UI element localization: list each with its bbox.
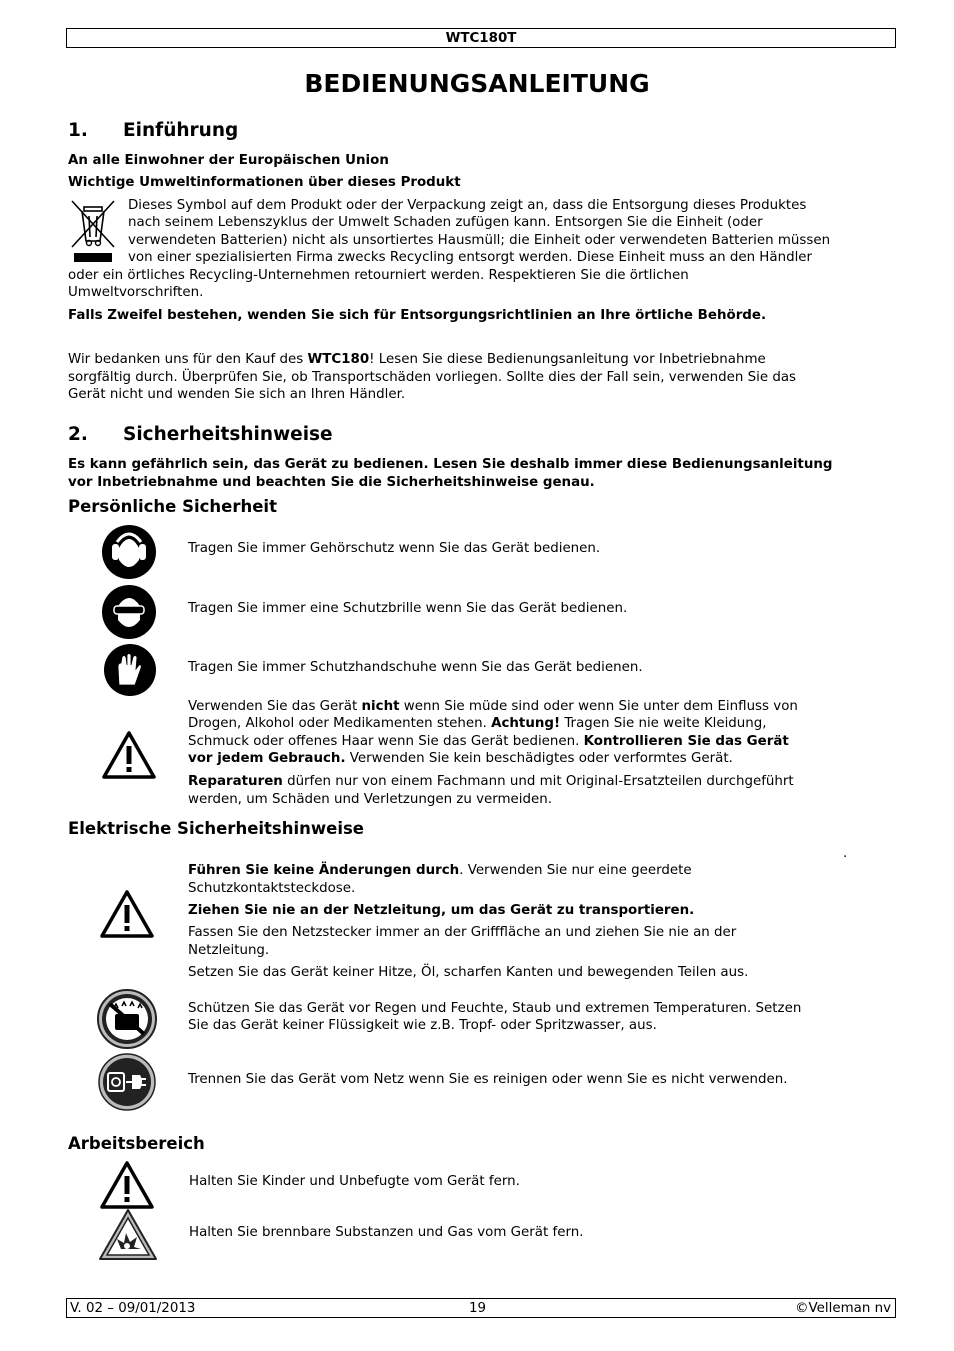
electrical-line: Schutzkontaktsteckdose.	[188, 881, 356, 896]
repairs-line: Reparaturen dürfen nur von einem Fachmann und mit Original-Ersatzteilen durchgeführt	[188, 774, 794, 789]
weee-text-line: Dieses Symbol auf dem Produkt oder der Verpackung zeigt an, dass die Entsorgung dieses Produktes	[128, 198, 807, 213]
section-number: 1.	[68, 120, 88, 141]
stray-dot: .	[843, 846, 848, 861]
warning-triangle-icon	[101, 730, 157, 780]
unplug-text: Trennen Sie das Gerät vom Netz wenn Sie es reinigen oder wenn Sie es nicht verwenden.	[188, 1072, 788, 1087]
warning-triangle-icon	[99, 889, 155, 939]
personal-warning-line: Drogen, Alkohol oder Medikamenten stehen. Achtung! Tragen Sie nie weite Kleidung,	[188, 716, 767, 731]
children-text: Halten Sie Kinder und Unbefugte vom Gerät fern.	[189, 1174, 520, 1189]
section-title: Einführung	[123, 120, 239, 141]
product-model: WTC180	[307, 352, 370, 367]
weee-text-line: Umweltvorschriften.	[68, 285, 204, 300]
page-title: BEDIENUNGSANLEITUNG	[304, 69, 650, 98]
electrical-line: Netzleitung.	[188, 943, 270, 958]
subheading-personal-safety: Persönliche Sicherheit	[68, 497, 277, 516]
section-number: 2.	[68, 424, 88, 445]
explosive-warning-icon	[97, 1207, 159, 1263]
unplug-icon	[98, 1053, 156, 1111]
header-model: WTC180T	[66, 28, 896, 48]
electrical-line: Führen Sie keine Änderungen durch. Verwenden Sie nur eine geerdete	[188, 863, 692, 878]
section-title: Sicherheitshinweise	[123, 424, 333, 445]
weee-crossed-bin-icon	[70, 197, 116, 265]
ear-protection-icon	[101, 524, 157, 580]
moisture-text-line: Schützen Sie das Gerät vor Regen und Feuchte, Staub und extremen Temperaturen. Setzen	[188, 1001, 802, 1016]
personal-warning-line: vor jedem Gebrauch. Verwenden Sie kein beschädigtes oder verformtes Gerät.	[188, 751, 733, 766]
electrical-line: Fassen Sie den Netzstecker immer an der Grifffläche an und ziehen Sie nie an der	[188, 925, 737, 940]
no-moisture-icon	[96, 988, 158, 1050]
footer-page-number: 19	[469, 1301, 487, 1316]
thanks-line: sorgfältig durch. Überprüfen Sie, ob Transportschäden vorliegen. Sollte dies der Fall sein, verwenden Sie das	[68, 370, 797, 385]
electrical-line: Setzen Sie das Gerät keiner Hitze, Öl, scharfen Kanten und bewegenden Teilen aus.	[188, 965, 749, 980]
section-heading-intro	[68, 119, 238, 143]
footer-version: V. 02 – 09/01/2013	[70, 1301, 196, 1316]
footer	[66, 1298, 896, 1318]
gloves-text: Tragen Sie immer Schutzhandschuhe wenn Sie das Gerät bedienen.	[188, 660, 643, 675]
flammable-text: Halten Sie brennbare Substanzen und Gas vom Gerät fern.	[189, 1225, 584, 1240]
safety-warning-line: Es kann gefährlich sein, das Gerät zu bedienen. Lesen Sie deshalb immer diese Bedienungsanleitung	[68, 457, 833, 472]
thanks-line: Gerät nicht und wenden Sie sich an Ihren Händler.	[68, 387, 406, 402]
warning-triangle-icon	[99, 1160, 155, 1210]
weee-text-line: verwendeten Batterien) nicht als unsortiertes Hausmüll; die Einheit oder verwendeten Batterien müssen	[128, 233, 831, 248]
eye-protection-icon	[101, 584, 157, 640]
weee-text-line: nach seinem Lebenszyklus der Umwelt Schaden zufügen kann. Entsorgen Sie die Einheit (oder	[128, 215, 763, 230]
section-heading-safety	[68, 423, 333, 447]
doubt-line: Falls Zweifel bestehen, wenden Sie sich für Entsorgungsrichtlinien an Ihre örtliche Behörde.	[68, 308, 767, 323]
footer-copyright: ©Velleman nv	[795, 1301, 891, 1316]
env-line: Wichtige Umweltinformationen über dieses Produkt	[68, 175, 461, 190]
eye-protection-text: Tragen Sie immer eine Schutzbrille wenn Sie das Gerät bedienen.	[188, 601, 628, 616]
moisture-text-line: Sie das Gerät keiner Flüssigkeit wie z.B. Tropf- oder Spritzwasser, aus.	[188, 1018, 657, 1033]
personal-warning-line: Verwenden Sie das Gerät nicht wenn Sie müde sind oder wenn Sie unter dem Einfluss von	[188, 699, 798, 714]
safety-warning-line: vor Inbetriebnahme und beachten Sie die Sicherheitshinweise genau.	[68, 475, 595, 490]
gloves-icon	[103, 643, 157, 697]
thanks-line: Wir bedanken uns für den Kauf des WTC180! Lesen Sie diese Bedienungsanleitung vor Inbetriebnahme	[68, 352, 766, 367]
subheading-electrical-safety: Elektrische Sicherheitshinweise	[68, 819, 365, 838]
electrical-line: Ziehen Sie nie an der Netzleitung, um das Gerät zu transportieren.	[188, 903, 695, 918]
weee-text-line: von einer spezialisierten Firma zwecks Recycling entsorgt werden. Diese Einheit muss an den Händler	[128, 250, 813, 265]
eu-line: An alle Einwohner der Europäischen Union	[68, 153, 389, 168]
personal-warning-line: Schmuck oder offenes Haar wenn Sie das Gerät bedienen. Kontrollieren Sie das Gerät	[188, 734, 789, 749]
ear-protection-text: Tragen Sie immer Gehörschutz wenn Sie das Gerät bedienen.	[188, 541, 601, 556]
subheading-work-area: Arbeitsbereich	[68, 1134, 205, 1153]
repairs-line: werden, um Schäden und Verletzungen zu vermeiden.	[188, 792, 552, 807]
weee-text-line: oder ein örtliches Recycling-Unternehmen retourniert werden. Respektieren Sie die örtlichen	[68, 268, 689, 283]
